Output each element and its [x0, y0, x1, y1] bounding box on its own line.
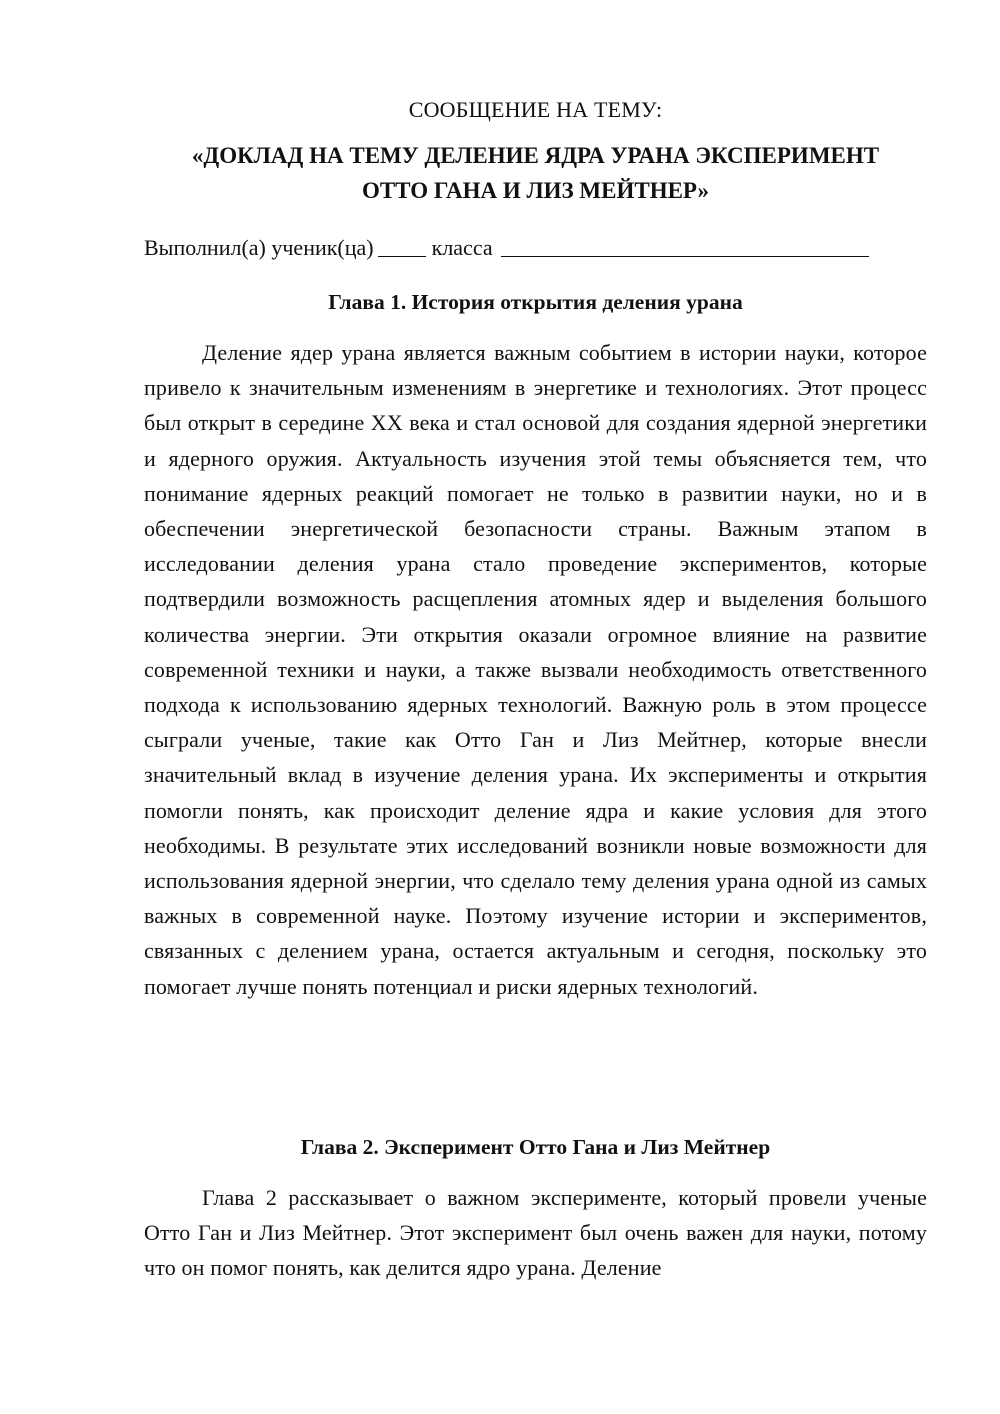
- document-title-line-1: «ДОКЛАД НА ТЕМУ ДЕЛЕНИЕ ЯДРА УРАНА ЭКСПЕРИМЕНТ: [191, 143, 880, 168]
- chapter-2-title: Глава 2. Эксперимент Отто Гана и Лиз Мейтнер: [300, 1135, 771, 1159]
- class-number-blank: [378, 230, 426, 257]
- student-name-blank: [501, 230, 869, 257]
- class-label: класса: [431, 235, 493, 260]
- performer-line: [144, 228, 927, 266]
- performer-label: Выполнил(а) ученик(ца): [144, 235, 374, 260]
- document-title: [144, 138, 927, 208]
- chapter-1-title: Глава 1. История открытия деления урана: [328, 290, 743, 314]
- chapter-1-paragraph: Деление ядер урана является важным событием в истории науки, которое привело к значительным изменениям в энергетике и технологиях. Этот процесс был открыт в середине XX века и стал основой для создания ядерной энергетики и ядерного оружия. Актуальность изучения этой темы объясняется тем, что понимание ядерных реакций помогает не только в развитии науки, но и в обеспечении энергетической безопасности страны. Важным этапом в исследовании деления урана стало проведение экспериментов, которые подтвердили возможность расщепления атомных ядер и выделения большого количества энергии. Эти открытия оказали огромное влияние на развитие современной техники и науки, а также вызвали необходимость ответственного подхода к использованию ядерных технологий. Важную роль в этом процессе сыграли ученые, такие как Отто Ган и Лиз Мейтнер, которые внесли значительный вклад в изучение деления урана. Их эксперименты и открытия помогли понять, как происходит деление ядра и какие условия для этого необходимы. В результате этих исследований возникли новые возможности для использования ядерной энергии, что сделало тему деления урана одной из самых важных в современной науке. Поэтому изучение истории и экспериментов, связанных с делением урана, остается актуальным и сегодня, поскольку это помогает лучше понять потенциал и риски ядерных технологий.: [144, 340, 927, 999]
- document-header: СООБЩЕНИЕ НА ТЕМУ:: [408, 97, 663, 122]
- document-title-line-2: ОТТО ГАНА И ЛИЗ МЕЙТНЕР»: [361, 178, 710, 203]
- chapter-2-paragraph: Глава 2 рассказывает о важном эксперименте, который провели ученые Отто Ган и Лиз Мейтнер. Этот эксперимент был очень важен для науки, потому что он помог понять, как делится ядро урана. Деление: [144, 1185, 927, 1281]
